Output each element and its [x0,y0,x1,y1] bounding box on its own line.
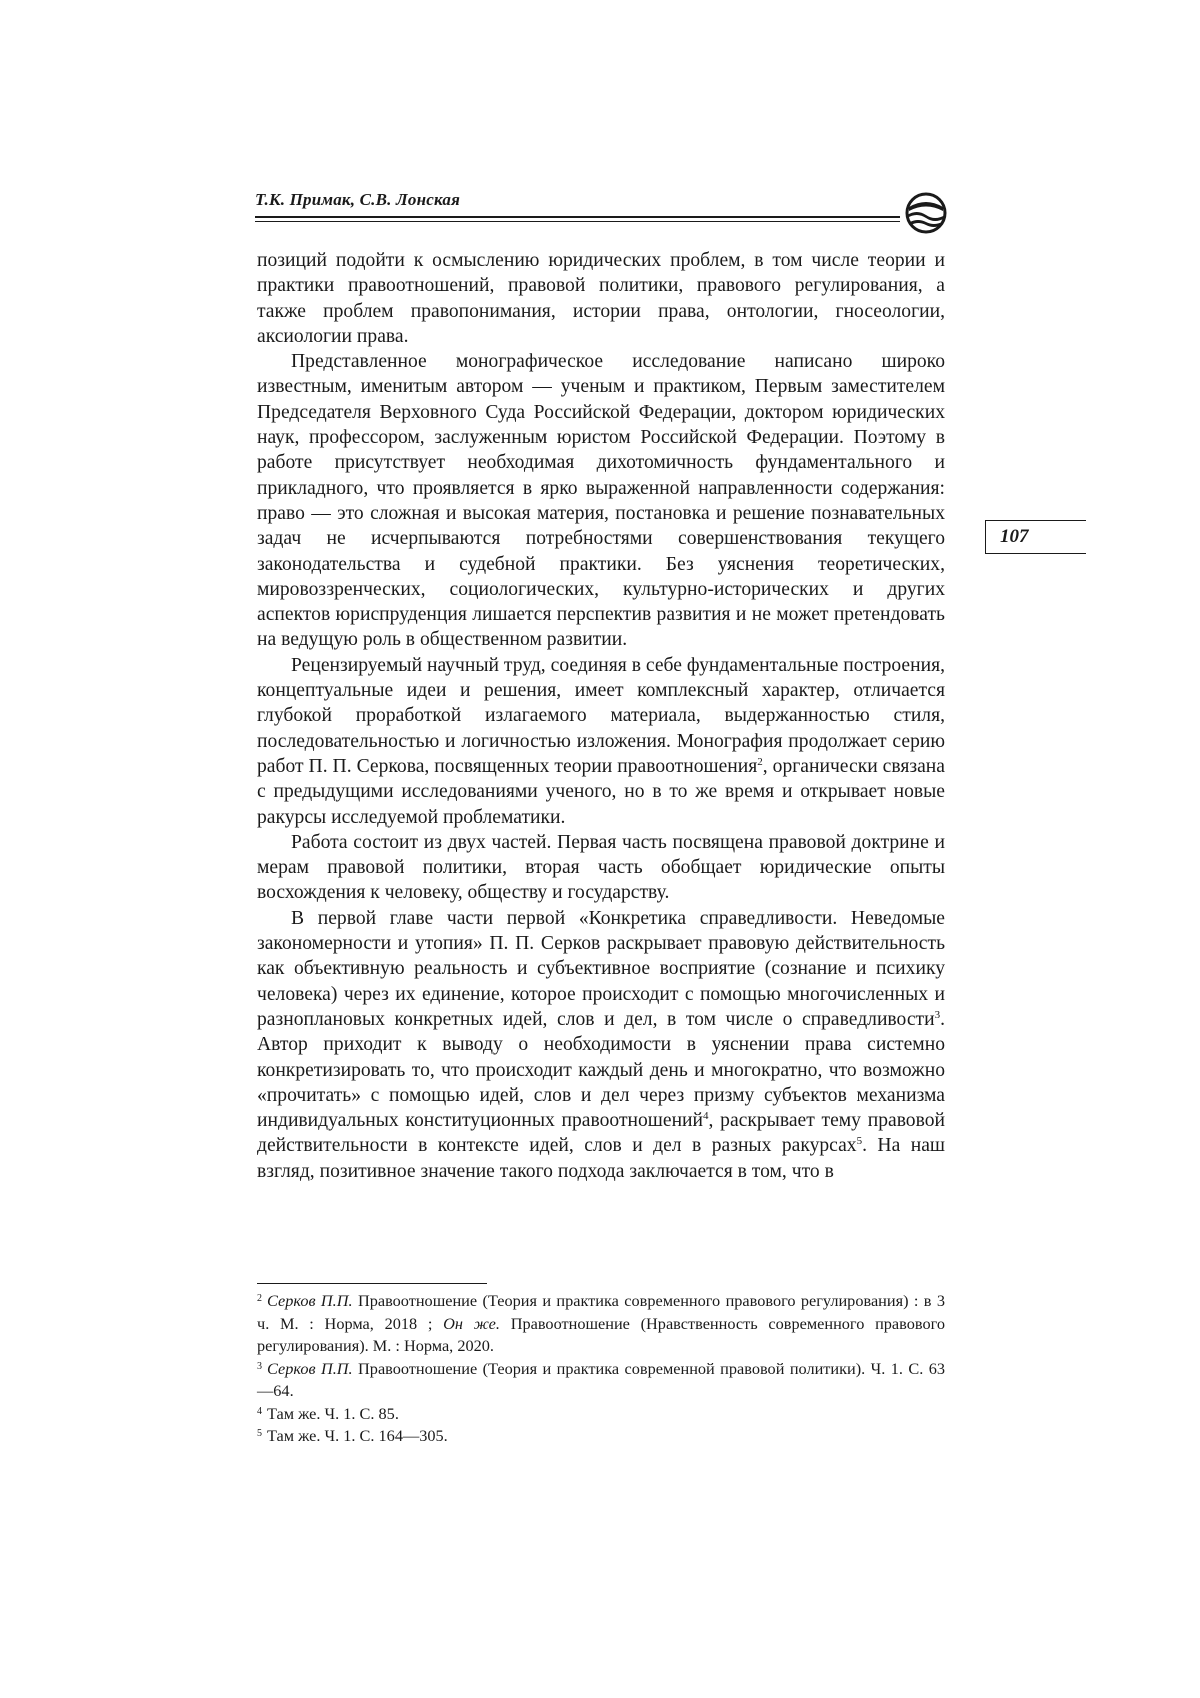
footnote-author-ibid: Он же. [443,1313,500,1333]
journal-logo-icon [903,190,949,236]
paragraph-4 [257,830,945,906]
paragraph-5-text-c: , раскрывает тему правовой действительности в контексте идей, слов и дел в разных ракурсах [257,1110,946,1157]
footnote-separator [257,1283,487,1284]
footnote-text: Там же. Ч. 1. С. 164—305. [267,1426,448,1445]
paragraph-2 [257,349,945,653]
footnote-5 [257,1425,945,1448]
paragraph-4-text: Работа состоит из двух частей. Первая часть посвящена правовой доктрине и мерам правовой политики, вторая часть обобщает юридические опыты восхождения к человеку, обществу и государству. [257,831,945,904]
footnote-ref-2[interactable]: 2 [757,755,763,768]
paragraph-5 [257,906,945,1184]
footnote-text: Правоотношение (Теория и практика современного правового регулирования) : в 3 ч. М. : Норма, 2018 ; [257,1291,945,1333]
footnote-text: Там же. Ч. 1. С. 85. [267,1403,399,1423]
paragraph-1 [257,248,945,349]
footnote-text-b: Правоотношение (Нравственность современного правового регулирования). М. : Норма, 2020. [257,1313,946,1355]
footnote-ref-3[interactable]: 3 [934,1008,941,1021]
paragraph-3-text-a: Рецензируемый научный труд, соединяя в себе фундаментальные построения, концептуальные идеи и решения, имеет комплексный характер, отличается глубокой проработкой излагаемого материала, выдержанностью стиля, последовательностью и логичностью изложения. Монография продолжает серию работ П. П. Серкова, посвященных теории правоотношения [257,654,945,777]
footnote-ref-5[interactable]: 5 [856,1135,863,1148]
paragraph-3-text-b: , органически связана с предыдущими исследованиями ученого, но в то же время и открывает новые ракурсы исследуемой проблематики. [257,755,945,828]
footnote-mark: 3 [257,1360,262,1372]
footnote-ref-4[interactable]: 4 [703,1110,709,1123]
paragraph-5-text-a: В первой главе части первой «Конкретика справедливости. Неведомые закономерности и утопия» П. П. Серков раскрывает правовую действительность как объективную реальность и субъективное восприятие (сознание и психику человека) через их единение, которое происходит с помощью многочисленных и разноплановых конкретных идей, слов и дел, в том числе о справедливости [257,907,945,1030]
running-header [255,190,955,230]
paragraph-2-text: Представленное монографическое исследование написано широко известным, именитым автором — ученым и практиком, Первым заместителем Председателя Верховного Суда Российской Федерации, доктором юридических наук, профессором, заслуженным юристом Российской Федерации. Поэтому в работе присутствует необходимая дихотомичность фундаментального и прикладного, что проявляется в ярко выраженной направленности содержания: право — это сложная и высокая материя, постановка и решение познавательных задач не исчерпываются потребностями совершенствования текущего законодательства и судебной практики. Без уяснения теоретических, мировоззренческих, социологических, культурно-исторических и других аспектов юриспруденция лишается перспектив развития и не может претендовать на ведущую роль в общественном развитии. [257,351,945,651]
paragraph-5-text-d: . На наш взгляд, позитивное значение такого подхода заключается в том, что в [257,1135,945,1182]
footnote-2 [257,1290,945,1358]
header-rule-thin [255,221,900,222]
paragraph-3 [257,653,945,830]
footnote-mark: 5 [257,1428,262,1439]
footnote-text: Правоотношение (Теория и практика современной правовой политики). Ч. 1. С. 63—64. [257,1358,945,1400]
footnotes [257,1290,945,1448]
page-number: 107 [1000,526,1029,547]
page-number-box [985,520,1086,554]
footnote-author: Серков П.П. [267,1358,353,1378]
header-authors: Т.К. Примак, С.В. Лонская [255,190,461,209]
paragraph-5-text-b: . Автор приходит к выводу о необходимости в уяснении права системно конкретизировать то, что происходит каждый день и многократно, что возможно «прочитать» с помощью идей, слов и дел через призму субъектов механизма индивидуальных конституционных правоотношений [257,1008,945,1132]
footnote-3 [257,1358,945,1403]
footnote-mark: 4 [257,1405,262,1417]
footnote-mark: 2 [257,1293,262,1304]
footnote-4 [257,1403,945,1426]
header-rule [255,216,900,218]
footnote-author: Серков П.П. [267,1291,353,1310]
main-text [257,248,945,1184]
paragraph-1-text: позиций подойти к осмыслению юридических проблем, в том числе теории и практики правоотношений, правовой политики, правового регулирования, а также проблем правопонимания, истории права, онтологии, гносеологии, аксиологии права. [257,250,945,347]
